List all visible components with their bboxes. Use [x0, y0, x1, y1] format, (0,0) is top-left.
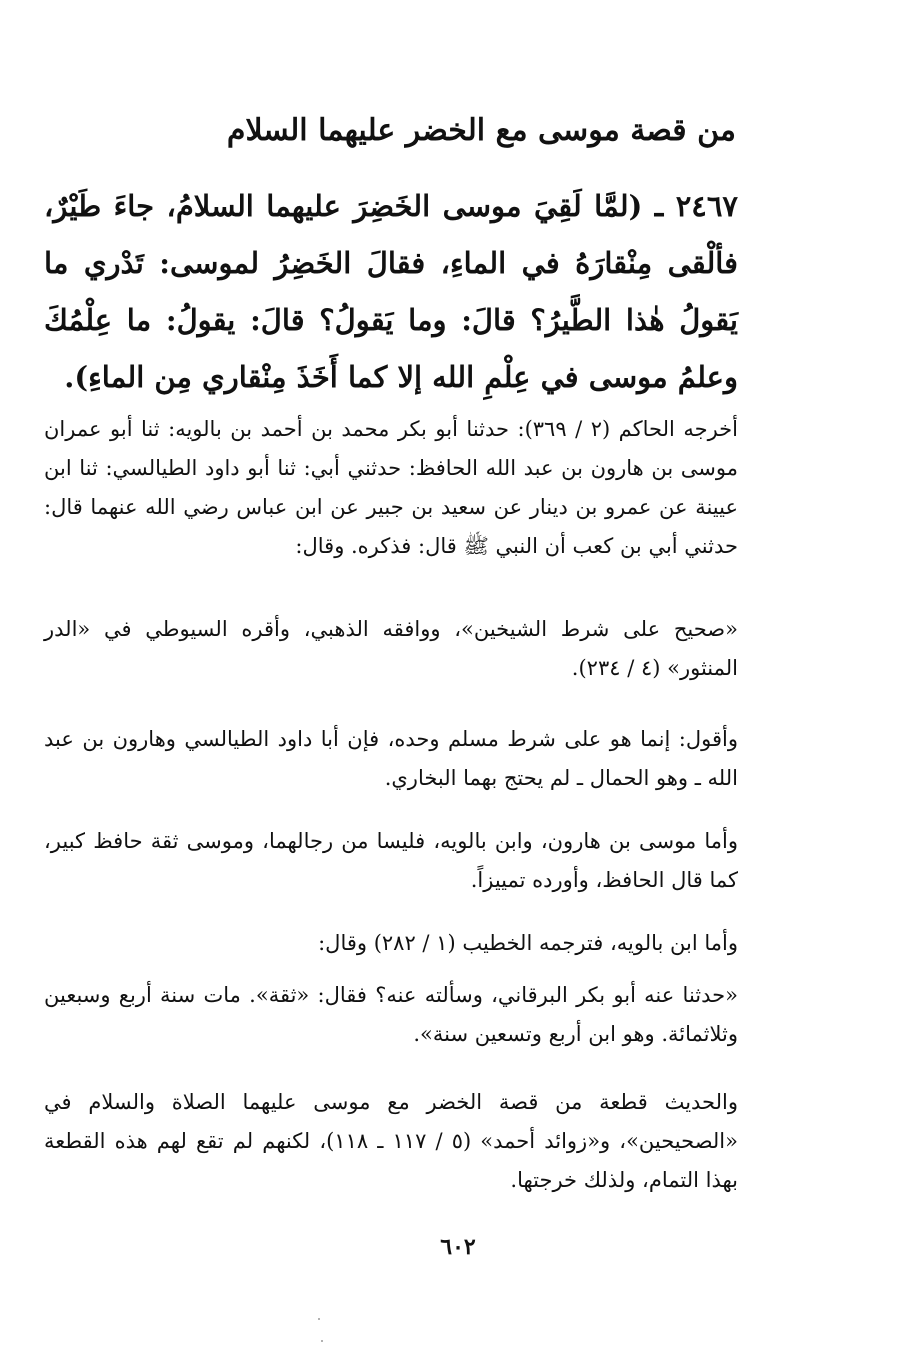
scan-speck [318, 1318, 320, 1320]
hakim-verdict-paragraph: «صحيح على شرط الشيخين»، ووافقه الذهبي، وأقره السيوطي في «الدر المنثور» (٤ / ٢٣٤). [44, 617, 738, 680]
chapter-heading: من قصة موسى مع الخضر عليهما السلام [226, 113, 736, 148]
khatib-paragraph: وأما ابن بالويه، فترجمه الخطيب (١ / ٢٨٢) وقال: [318, 931, 738, 955]
takhrij-paragraph: أخرجه الحاكم (٢ / ٣٦٩): حدثنا أبو بكر محمد بن أحمد بن بالويه: ثنا أبو عمران موسى بن هارون بن عبد الله الحافظ: حدثني أبي: ثنا أبو داود الطيالسي: ثنا ابن عيينة عن عمرو بن دينار عن سعيد بن جبير عن ابن عباس رضي الله عنهما قال: حدثني أبي بن كعب أن النبي ﷺ قال: فذكره. وقال: [44, 417, 738, 558]
hadith-text: ٢٤٦٧ ـ (لمَّا لَقِيَ موسى الخَضِرَ عليهما السلامُ، جاءَ طَيْرٌ، فألْقى مِنْقارَهُ في الماءِ، فقالَ الخَضِرُ لموسى: تَدْري ما يَقولُ هٰذا الطَّيرُ؟ قالَ: وما يَقولُ؟ قالَ: يقولُ: ما عِلْمُكَ وعلمُ موسى في عِلْمِ الله إلا كما أَخَذَ مِنْقاري مِن الماءِ). [44, 189, 738, 394]
narrators-paragraph: وأما موسى بن هارون، وابن بالويه، فليسا من رجالهما، وموسى ثقة حافظ كبير، كما قال الحافظ، وأورده تمييزاً. [44, 829, 738, 892]
page-number: ٦٠٢ [440, 1234, 476, 1260]
khatib-quote-paragraph: «حدثنا عنه أبو بكر البرقاني، وسألته عنه؟ فقال: «ثقة». مات سنة أربع وسبعين وثلاثمائة. وهو ابن أربع وتسعين سنة». [44, 983, 738, 1046]
author-comment-paragraph: وأقول: إنما هو على شرط مسلم وحده، فإن أبا داود الطيالسي وهارون بن عبد الله ـ وهو الحمال ـ لم يحتج بهما البخاري. [44, 727, 738, 790]
conclusion-paragraph: والحديث قطعة من قصة الخضر مع موسى عليهما الصلاة والسلام في «الصحيحين»، و«زوائد أحمد» (٥ / ١١٧ ـ ١١٨)، لكنهم لم تقع لهم هذه القطعة بهذا التمام، ولذلك خرجتها. [44, 1090, 738, 1192]
scan-speck [321, 1340, 323, 1342]
